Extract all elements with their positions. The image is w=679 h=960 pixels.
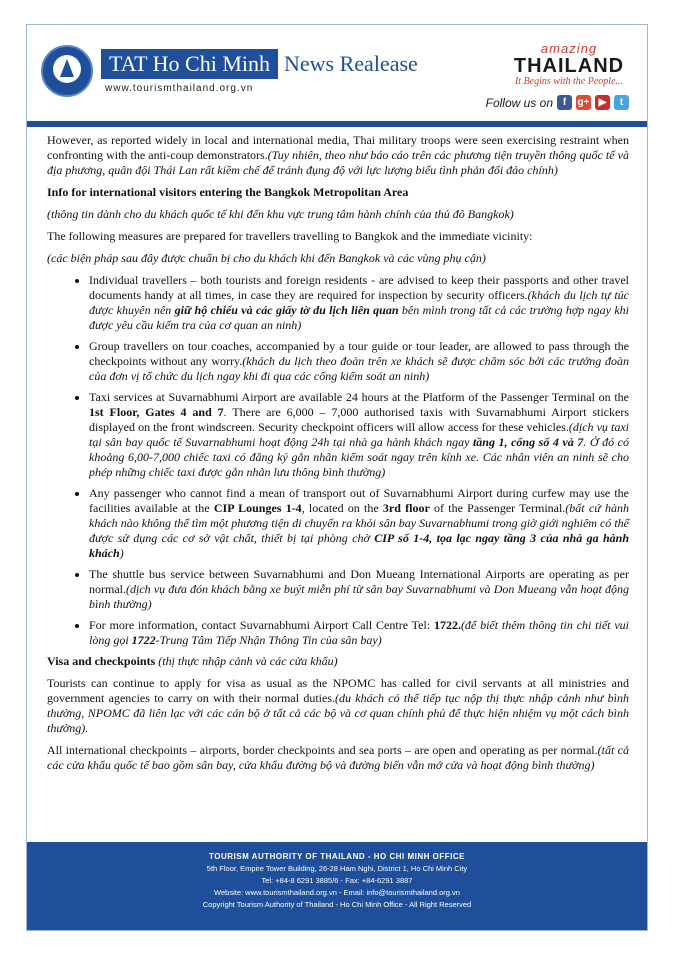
- paragraph-measures-vi: (các biện pháp sau đây được chuẩn bị cho du khách khi đến Bangkok và các vùng phụ cận): [47, 251, 486, 265]
- page-footer: [27, 842, 647, 930]
- footer-address: 5th Floor, Empire Tower Building, 26-28 Ham Nghi, District 1, Ho Chi Minh City: [206, 864, 468, 873]
- amazing-thailand-logo: [509, 41, 629, 87]
- page-header: [27, 25, 647, 121]
- footer-web: Website: www.tourismthailand.org.vn - Email: info@tourismthailand.org.vn: [214, 888, 460, 897]
- heading-info-visitors-vi: (thông tin dành cho du khách quốc tế khi đến khu vực trung tâm hành chính của thủ đô Bangkok): [47, 207, 514, 221]
- list-item: • Individual travellers – both tourists and foreign residents - are advised to keep their passports and other travel documents handy at all times, in case they are required for inspection by security officers.(khách du lịch tự túc được khuyên nên giữ hộ chiếu và các giấy tờ du lịch liên quan bên mình trong tất cả các trường hợp ngay khi được yêu cầu kiểm tra của cơ quan an ninh): [89, 273, 629, 333]
- footer-phone: Tel: +84-8 6291 3885/6 - Fax: +84-6291 3887: [261, 876, 413, 885]
- google-plus-icon[interactable]: g+: [577, 97, 590, 108]
- paragraph-visa: Tourists can continue to apply for visa as usual as the NPOMC has called for civil servants at all ministries and government agencies to carry on with their normal duties.(du khách có thể tiếp tục nộp thị thực nhập cảnh như bình thường, NPOMC đã liên lạc với các cán bộ ở tất cả các bộ và cơ quan chính phủ để thực hiện nhiệm vụ một cách bình thường).: [47, 676, 629, 735]
- footer-org: TOURISM AUTHORITY OF THAILAND - HO CHI MINH OFFICE: [209, 852, 465, 861]
- list-item: • The shuttle bus service between Suvarnabhumi and Don Mueang International Airports are operating as per normal.(dịch vụ đưa đón khách bằng xe buýt miễn phí từ sân bay Suvarnabhumi và Don Mueang vẫn hoạt động bình thường): [89, 567, 629, 612]
- follow-label: Follow us on: [485, 95, 553, 110]
- paragraph-checkpoints: All international checkpoints – airports, border checkpoints and sea ports – are open and operating as per normal.(tất cả các cửa khẩu quốc tế bao gồm sân bay, cửa khẩu đường bộ và đường biển vẫn mở cửa và hoạt động bình thường): [47, 743, 629, 772]
- article-body: [47, 133, 629, 780]
- follow-us: [486, 95, 629, 110]
- site-url-link[interactable]: www.tourismthailand.org.vn: [105, 83, 254, 94]
- page-title: [101, 49, 418, 79]
- youtube-icon[interactable]: ▶: [595, 95, 610, 110]
- heading-visa: Visa and checkpoints (thị thực nhập cảnh và các cửa khẩu): [47, 654, 338, 668]
- measures-list: [47, 273, 629, 648]
- twitter-icon[interactable]: t: [614, 95, 629, 110]
- list-item: • Group travellers on tour coaches, accompanied by a tour guide or tour leader, are allowed to pass through the checkpoints without any worry.(khách du lịch theo đoàn trên xe khách sẽ được chăm sóc bởi các trưởng đoàn của đơn vị tổ chức du lịch ngay khi đi qua các cổng kiểm soát an ninh): [89, 339, 629, 384]
- list-item: • Any passenger who cannot find a mean of transport out of Suvarnabhumi Airport during curfew may use the facilities available at the CIP Lounges 1-4, located on the 3rd floor of the Passenger Terminal.(bất cứ hành khách nào không thể tìm một phương tiện di chuyển ra khỏi sân bay Suvarnabhumi trong giờ giới nghiêm có thể được sử dụng các cơ sở vật chất, thiết bị tại phòng chờ CIP số 1-4, tọa lạc ngay tầng 3 của nhà ga hành khách): [89, 486, 629, 561]
- brand-amazing: amazing: [540, 41, 598, 56]
- list-item: • For more information, contact Suvarnabhumi Airport Call Centre Tel: 1722.(để biết thêm thông tin chi tiết vui lòng gọi 1722-Trung Tâm Tiếp Nhận Thông Tin của sân bay): [89, 618, 629, 648]
- heading-info-visitors: Info for international visitors entering the Bangkok Metropolitan Area: [47, 185, 409, 199]
- list-item: • Taxi services at Suvarnabhumi Airport are available 24 hours at the Platform of the Passenger Terminal on the 1st Floor, Gates 4 and 7. There are 6,000 – 7,000 authorised taxis with Suvarnabhumi Airport stickers displayed on the front windscreen. Security checkpoint officers will allow access for these vehicles.(dịch vụ taxi tại sân bay quốc tế Suvarnabhumi hoạt động 24h tại nhà ga hành khách ngay tầng 1, cổng số 4 và 7. Ở đó có khoảng 6,00-7,000 chiếc taxi có đăng ký gắn nhãn kiểm soát ngay trên kính xe. Các nhân viên an ninh sẽ cho phép những chiếc taxi được gắn nhãn lưu thông bình thường): [89, 390, 629, 480]
- paragraph-measures: The following measures are prepared for travellers travelling to Bangkok and the immediate vicinity:: [47, 229, 533, 243]
- header-divider: [27, 121, 647, 127]
- title-news-release: News Realease: [284, 51, 418, 76]
- tat-seal-logo-icon: [41, 45, 93, 97]
- footer-copyright: Copyright Tourism Authority of Thailand - Ho Chi Minh Office - All Right Reserved: [202, 900, 472, 909]
- title-office: TAT Ho Chi Minh: [101, 49, 278, 79]
- brand-thailand: THAILAND: [513, 55, 625, 77]
- brand-tagline: It Begins with the People...: [514, 76, 624, 87]
- paragraph-intro: However, as reported widely in local and international media, Thai military troops were seen exercising restraint when confronting with the anti-coup demonstrators.(Tuy nhiên, theo như báo cáo trên các phương tiện truyền thông quốc tế và địa phương, quân đội Thái Lan rất kiềm chế để tránh đụng độ với lực lượng biểu tình phản đối đảo chính): [47, 133, 629, 177]
- news-release-page: [26, 24, 648, 931]
- facebook-icon[interactable]: f: [557, 95, 572, 110]
